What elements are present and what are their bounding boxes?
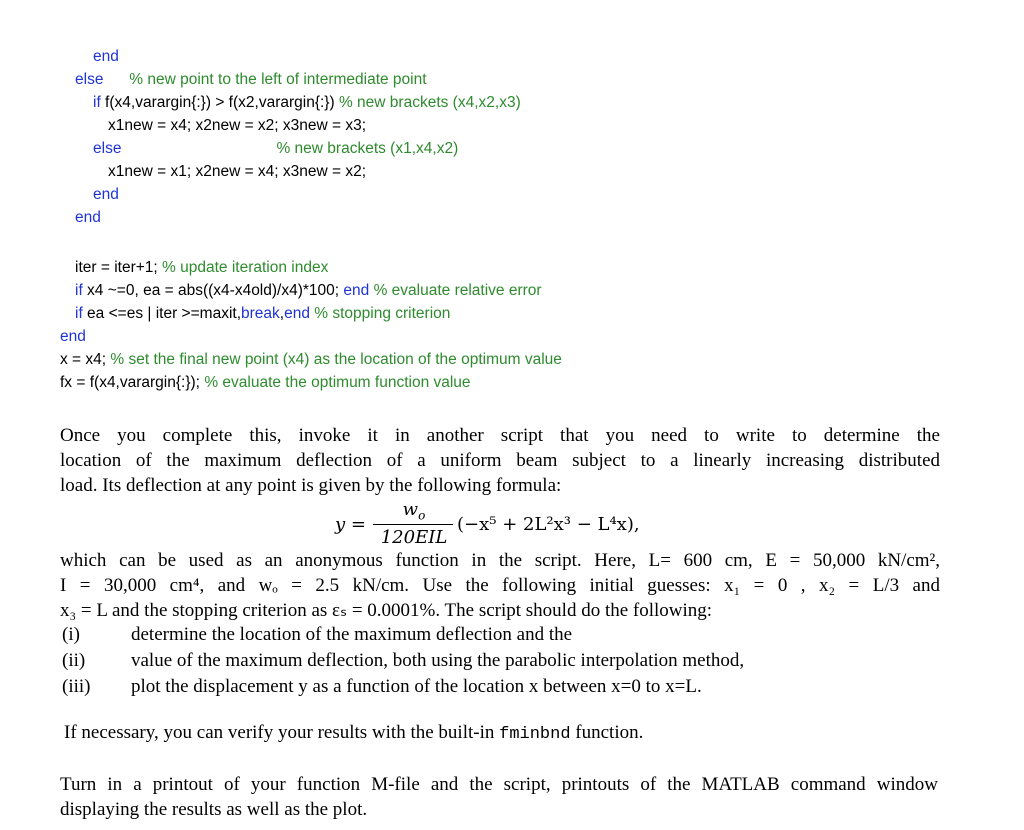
code-text: fx = f(x4,varargin{:}); <box>60 374 205 391</box>
code-line <box>60 373 471 393</box>
code-line <box>93 47 119 67</box>
code-text: x1new = x4; x2new = x2; x3new = x3; <box>108 117 367 134</box>
params-line-1: which can be used as an anonymous function in the script. Here, L= 600 cm, E = 50,000 kN/cm², <box>60 550 940 571</box>
list-item-2-text: value of the maximum deflection, both using the parabolic interpolation method, <box>131 650 745 671</box>
code-line <box>60 327 86 347</box>
parameters-paragraph <box>60 548 940 623</box>
code-line <box>75 304 450 324</box>
code-keyword: if <box>75 305 83 322</box>
code-keyword: else <box>93 140 122 157</box>
code-comment: % new brackets (x1,x4,x2) <box>121 140 459 157</box>
code-line <box>108 162 366 182</box>
code-comment: % new brackets (x4,x2,x3) <box>338 94 521 111</box>
equation-lhs: y = <box>335 514 366 535</box>
list-item-1-text: determine the location of the maximum deflection and the <box>131 624 573 645</box>
params-line-3: x₃ = L and the stopping criterion as εₛ = 0.0001%. The script should do the following: <box>60 600 713 621</box>
code-line <box>75 208 101 228</box>
code-keyword: end <box>343 282 370 299</box>
code-comment: % stopping criterion <box>309 305 451 322</box>
list-item-3-text: plot the displacement y as a function of the location x between x=0 to x=L. <box>131 676 702 697</box>
fraction-bar <box>373 524 453 525</box>
code-text: x4 ~=0, ea = abs((x4-x4old)/x4)*100; <box>82 282 344 299</box>
code-comment: % evaluate the optimum function value <box>204 374 471 391</box>
verify-text: If necessary, you can verify your results with the built-in <box>64 722 500 743</box>
equation-rhs: (−x⁵ + 2L²x³ − L⁴x), <box>457 514 640 535</box>
code-keyword: if <box>75 282 83 299</box>
equation-denominator: 120EIL <box>380 527 448 548</box>
code-line <box>93 93 521 113</box>
code-comment: % update iteration index <box>162 259 329 276</box>
params-line-2: I = 30,000 cm⁴, and wₒ = 2.5 kN/cm. Use the following initial guesses: x₁ = 0 , x₂ = L/3 and <box>60 575 940 596</box>
intro-line-2: location of the maximum deflection of a uniform beam subject to a linearly increasing distributed <box>60 450 940 471</box>
code-line <box>93 139 458 159</box>
code-text: f(x4,varargin{:}) > f(x2,varargin{:}) <box>100 94 339 111</box>
list-item-1-num: (i) <box>62 624 80 645</box>
code-line <box>75 258 328 278</box>
code-text: ea <=es | iter >=maxit, <box>82 305 241 322</box>
code-keyword: end <box>93 48 119 65</box>
code-line <box>75 70 427 90</box>
deflection-equation <box>335 498 695 550</box>
code-keyword: end <box>60 328 86 345</box>
equation-numerator: $w_o$ <box>402 499 426 523</box>
code-keyword: end <box>75 209 101 226</box>
intro-line-1: Once you complete this, invoke it in another script that you need to write to determine the <box>60 425 940 446</box>
code-line <box>108 116 366 136</box>
intro-paragraph <box>60 423 940 498</box>
closing-line-2: displaying the results as well as the plot. <box>60 799 368 820</box>
code-keyword: end <box>93 186 119 203</box>
code-keyword: break <box>241 305 280 322</box>
code-comment: % evaluate relative error <box>369 282 542 299</box>
code-text: x = x4; <box>60 351 111 368</box>
list-item-3-num: (iii) <box>62 676 91 697</box>
code-text: , <box>279 305 285 322</box>
code-line <box>75 281 542 301</box>
verify-line <box>64 720 643 747</box>
code-text: iter = iter+1; <box>75 259 163 276</box>
code-comment: % new point to the left of intermediate point <box>103 71 427 88</box>
list-item-2-num: (ii) <box>62 650 86 671</box>
intro-line-3: load. Its deflection at any point is given by the following formula: <box>60 475 562 496</box>
code-keyword: else <box>75 71 104 88</box>
code-line <box>60 350 562 370</box>
code-line <box>93 185 119 205</box>
code-comment: % set the final new point (x4) as the location of the optimum value <box>110 351 562 368</box>
code-keyword: if <box>93 94 101 111</box>
closing-line-1: Turn in a printout of your function M-file and the script, printouts of the MATLAB command window <box>60 774 938 795</box>
verify-text-end: function. <box>570 722 644 743</box>
code-text: x1new = x1; x2new = x4; x3new = x2; <box>108 163 367 180</box>
code-keyword: end <box>284 305 310 322</box>
fminbnd-code: fminbnd <box>499 725 571 744</box>
closing-paragraph <box>60 772 938 822</box>
